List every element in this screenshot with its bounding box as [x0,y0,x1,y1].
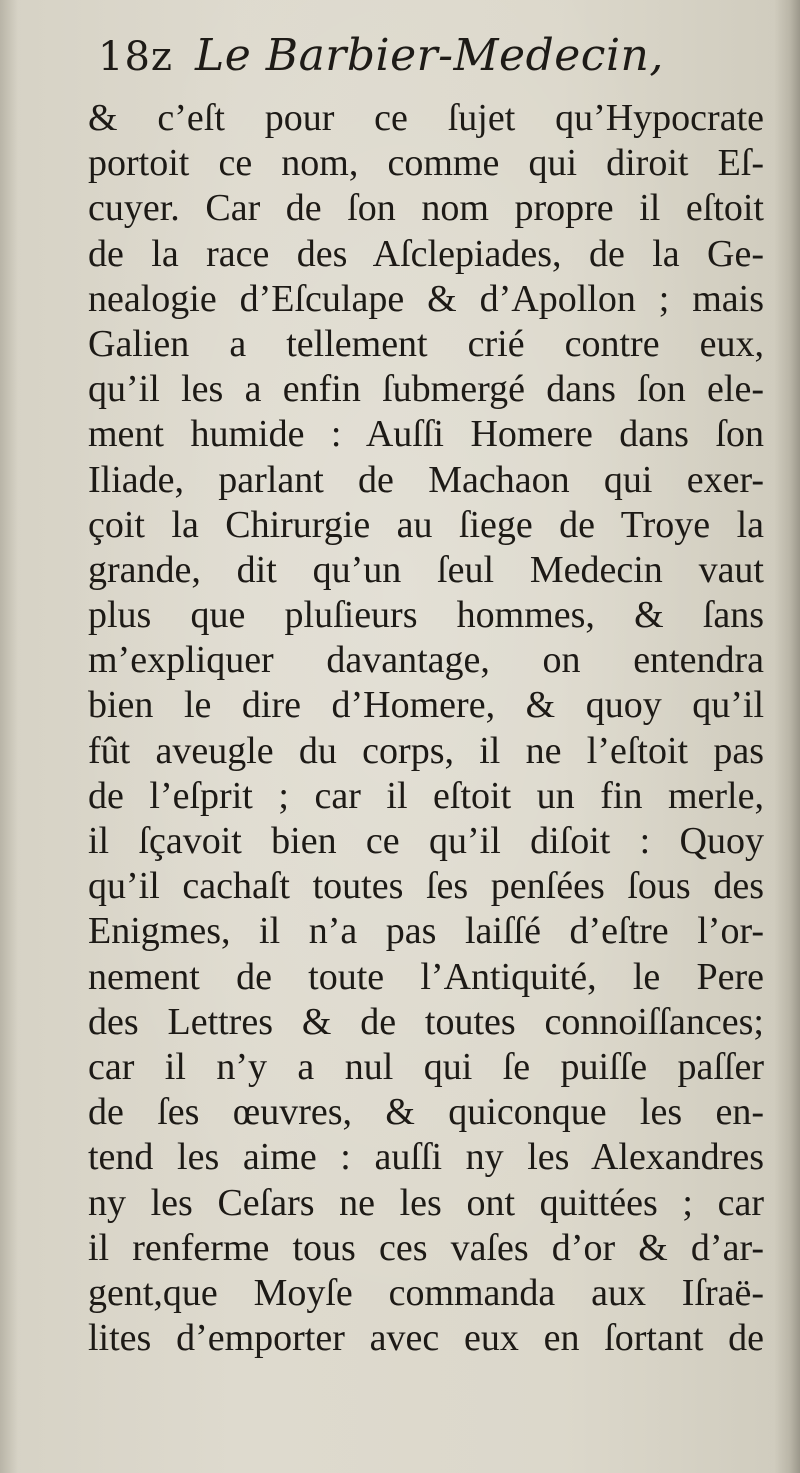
text-line: il ſçavoit bien ce qu’il diſoit : Quoy [88,820,764,862]
page-left-shadow [0,0,18,1473]
text-line: gent,que Moyſe commanda aux Iſraë- [88,1271,764,1314]
text-line: de la race des Aſclepiades, de la Ge- [88,232,764,275]
text-line: Enigmes, il n’a pas laiſſé d’eſtre l’or- [88,910,764,953]
page-right-shadow [774,0,800,1473]
text-line: de l’eſprit ; car il eſtoit un fin merle, [88,774,764,817]
text-line: grande, dit qu’un ſeul Medecin vaut [88,548,764,591]
body-text [88,96,764,1361]
page-number: 18z [98,34,173,80]
text-line: plus que pluſieurs hommes, & ſans [88,594,764,637]
text-line: çoit la Chirurgie au ſiege de Troye la [88,503,764,546]
text-line: cuyer. Car de ſon nom propre il eſtoit [88,187,764,230]
text-line: bien le dire d’Homere, & quoy qu’il [88,684,764,727]
text-line: des Lettres & de toutes connoiſſances; [88,1000,764,1043]
text-line: ment humide : Auſſi Homere dans ſon [88,413,764,456]
text-line: lites d’emporter avec eux en ſortant de [88,1317,764,1360]
running-head: Le Barbier-Medecin, [194,30,664,81]
text-line: fût aveugle du corps, il ne l’eſtoit pas [88,729,764,772]
text-line: de ſes œuvres, & quiconque les en- [88,1091,764,1134]
text-line: tend les aime : auſſi ny les Alexandres [88,1136,764,1179]
text-line: ny les Ceſars ne les ont quittées ; car [88,1181,764,1224]
text-line: Galien a tellement crié contre eux, [88,322,764,365]
text-line: nement de toute l’Antiquité, le Pere [88,955,764,998]
text-line: il renferme tous ces vaſes d’or & d’ar- [88,1226,764,1269]
text-line: qu’il les a enfin ſubmergé dans ſon ele- [88,368,764,411]
page-header [98,30,738,92]
text-line: portoit ce nom, comme qui diroit Eſ- [88,142,764,185]
text-line: Iliade, parlant de Machaon qui exer- [88,458,764,501]
text-line: qu’il cachaſt toutes ſes penſées ſous des [88,865,764,908]
text-line: m’expliquer davantage, on entendra [88,639,764,682]
text-line: & c’eſt pour ce ſujet qu’Hypocrate [88,97,764,139]
text-line: nealogie d’Eſculape & d’Apollon ; mais [88,277,764,320]
text-line: car il n’y a nul qui ſe puiſſe paſſer [88,1045,764,1088]
